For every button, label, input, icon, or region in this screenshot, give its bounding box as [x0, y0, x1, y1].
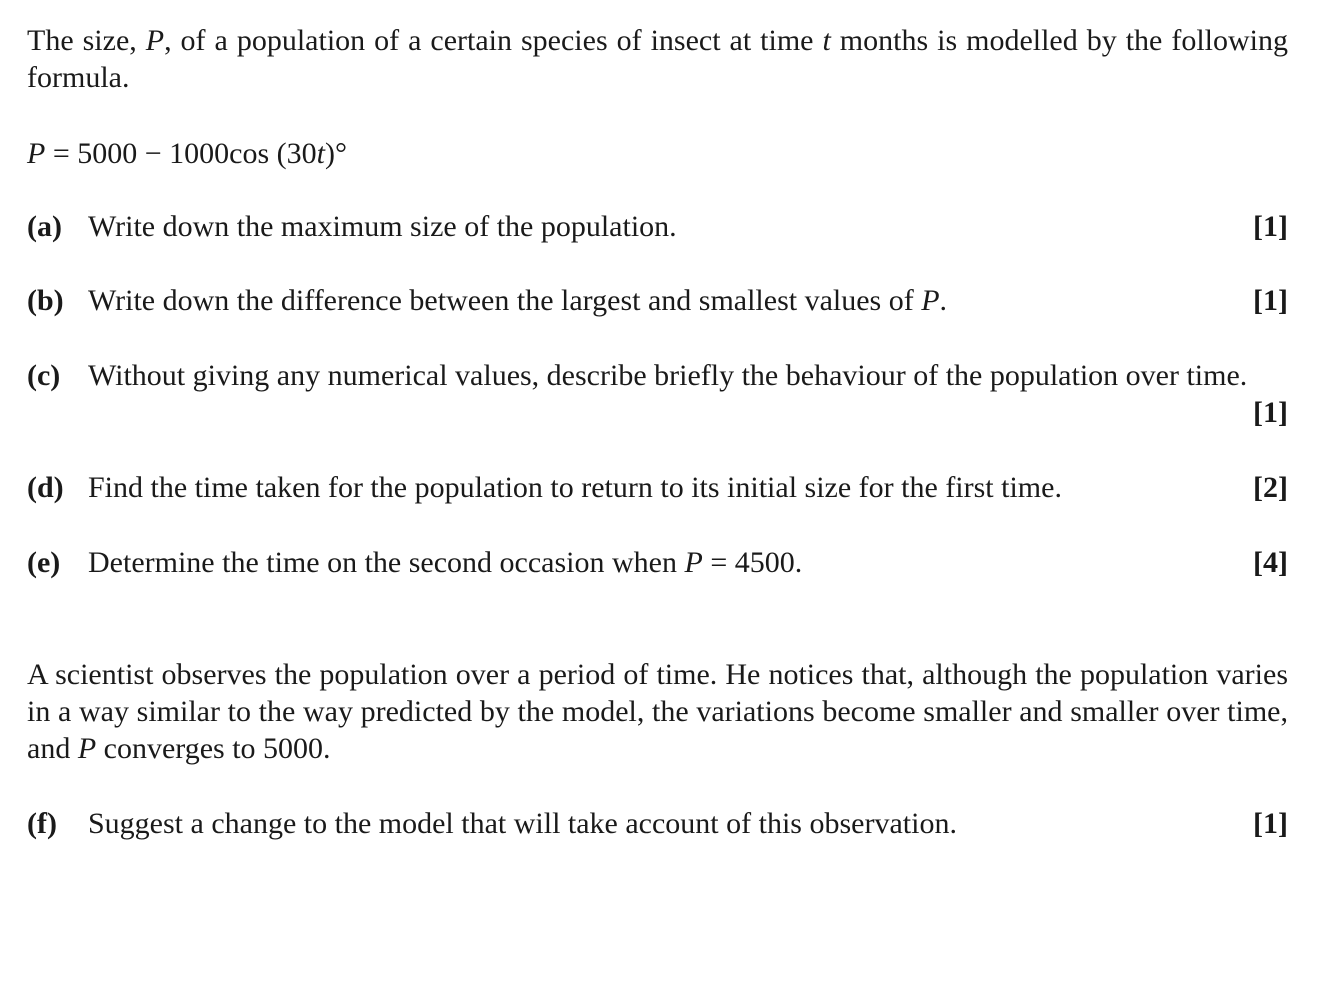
question-label: (b) [27, 284, 64, 317]
scenario-text-1: A scientist observes the population over a period of time. He notices that, although the population varies in a way similar to the way predicted by the model, the variations become smaller and smaller over time, and [27, 658, 1288, 765]
formula [27, 135, 1288, 172]
question-text [88, 544, 1228, 581]
question-variable-p: P [684, 546, 703, 579]
question-text-part: Determine the time on the second occasion when [88, 546, 685, 579]
scenario-variable-p: P [77, 732, 97, 765]
question-label: (c) [27, 359, 61, 392]
intro-variable-p: P [145, 24, 165, 57]
question-text-part: Write down the difference between the largest and smallest values of [88, 284, 922, 317]
question-marks: [1] [1253, 210, 1288, 243]
question-text [88, 282, 1228, 319]
question-text: Write down the maximum size of the population. [88, 210, 677, 243]
question-label: (a) [27, 210, 62, 243]
intro-paragraph [27, 22, 1288, 96]
question-label: (f) [27, 807, 57, 840]
scenario-text-2: converges to 5000. [96, 732, 331, 765]
question-text: Suggest a change to the model that will take account of this observation. [88, 807, 957, 840]
question-text-part: . [939, 284, 948, 317]
formula-end: )° [325, 137, 347, 170]
question-marks: [4] [1253, 546, 1288, 579]
intro-text-1: The size, [27, 24, 146, 57]
formula-lhs: P [27, 137, 46, 170]
intro-variable-t: t [822, 24, 831, 57]
question-marks: [1] [1253, 396, 1288, 429]
question-variable-p: P [921, 284, 940, 317]
intro-text-3: months is modelled by the following formula. [27, 24, 1289, 94]
formula-middle: = 5000 − 1000cos (30 [45, 137, 317, 170]
question-marks: [1] [1253, 284, 1288, 317]
question-label: (e) [27, 546, 61, 579]
intro-text-2: , of a population of a certain species of insect at time [164, 24, 823, 57]
question-marks: [1] [1253, 807, 1288, 840]
question-text: Without giving any numerical values, describe briefly the behaviour of the population over time. [88, 359, 1248, 392]
question-text: Find the time taken for the population to return to its initial size for the first time. [88, 471, 1062, 504]
scenario-paragraph [27, 656, 1288, 767]
question-label: (d) [27, 471, 64, 504]
question-marks: [2] [1253, 471, 1288, 504]
question-text-part: = 4500. [702, 546, 803, 579]
formula-variable-t: t [316, 137, 325, 170]
